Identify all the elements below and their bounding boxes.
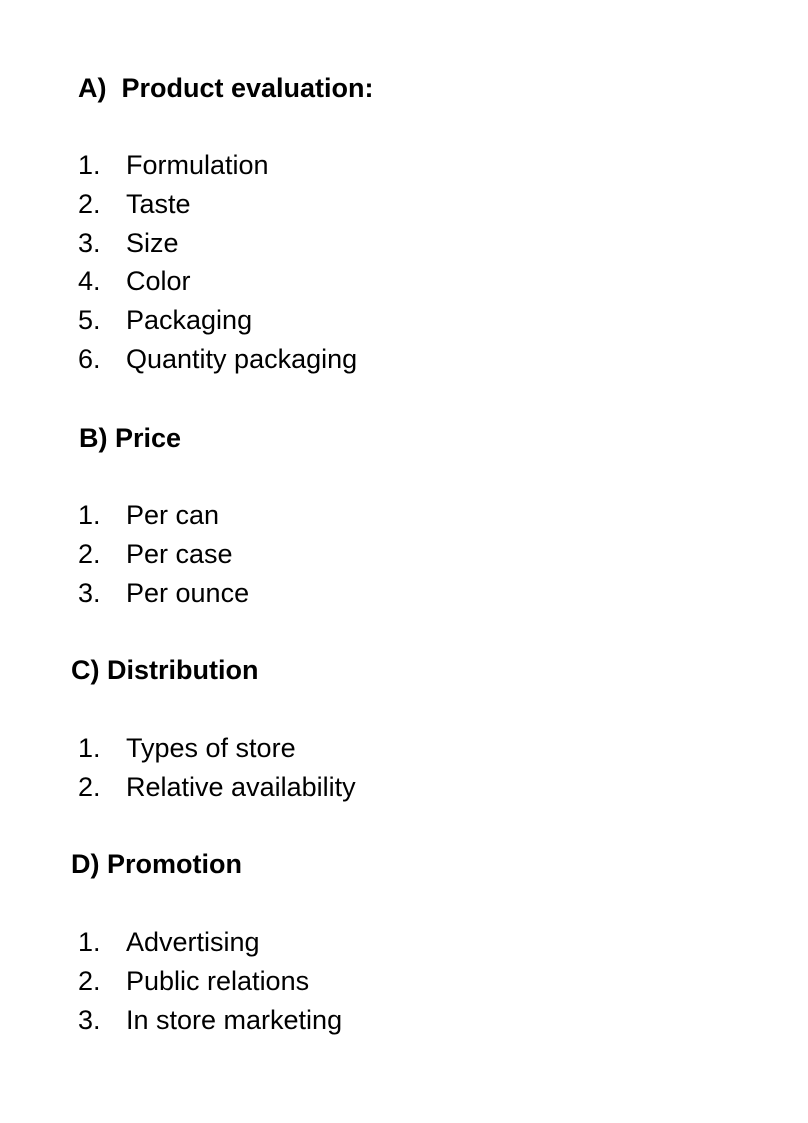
list-item-number: 2. xyxy=(78,965,101,996)
section-b-heading: B) Price xyxy=(79,423,182,453)
list-item-text: Packaging xyxy=(126,305,253,336)
list-item-text: Formulation xyxy=(126,150,269,180)
section-a-heading: A) Product evaluation: xyxy=(78,73,374,103)
list-item-number: 6. xyxy=(78,343,101,374)
list-item-number: 2. xyxy=(78,538,101,569)
list-item-text: In store marketing xyxy=(126,1004,343,1035)
list-item-number: 3. xyxy=(78,577,101,608)
list-item-number: 2. xyxy=(78,771,101,802)
section-d-heading: D) Promotion xyxy=(71,849,242,879)
section-c-heading: C) Distribution xyxy=(71,655,259,685)
list-item-text: Per case xyxy=(126,538,233,569)
list-item-text: Per can xyxy=(126,500,220,530)
list-item-number: 1. xyxy=(78,150,101,180)
list-item-text: Color xyxy=(126,266,191,297)
list-item-text: Taste xyxy=(126,188,191,219)
list-item-text: Advertising xyxy=(126,927,260,957)
list-item-number: 1. xyxy=(78,733,101,763)
list-item-text: Relative availability xyxy=(126,771,356,802)
list-item-number: 1. xyxy=(78,927,101,957)
list-item-text: Per ounce xyxy=(126,577,250,608)
list-item-text: Size xyxy=(126,227,179,258)
list-item-number: 1. xyxy=(78,500,101,530)
list-item-number: 3. xyxy=(78,1004,101,1035)
list-item-number: 5. xyxy=(78,305,101,336)
list-item-text: Quantity packaging xyxy=(126,343,358,374)
list-item-text: Types of store xyxy=(126,733,296,763)
list-item-number: 3. xyxy=(78,227,101,258)
list-item-number: 2. xyxy=(78,188,101,219)
list-item-text: Public relations xyxy=(126,965,310,996)
list-item-number: 4. xyxy=(78,266,101,297)
